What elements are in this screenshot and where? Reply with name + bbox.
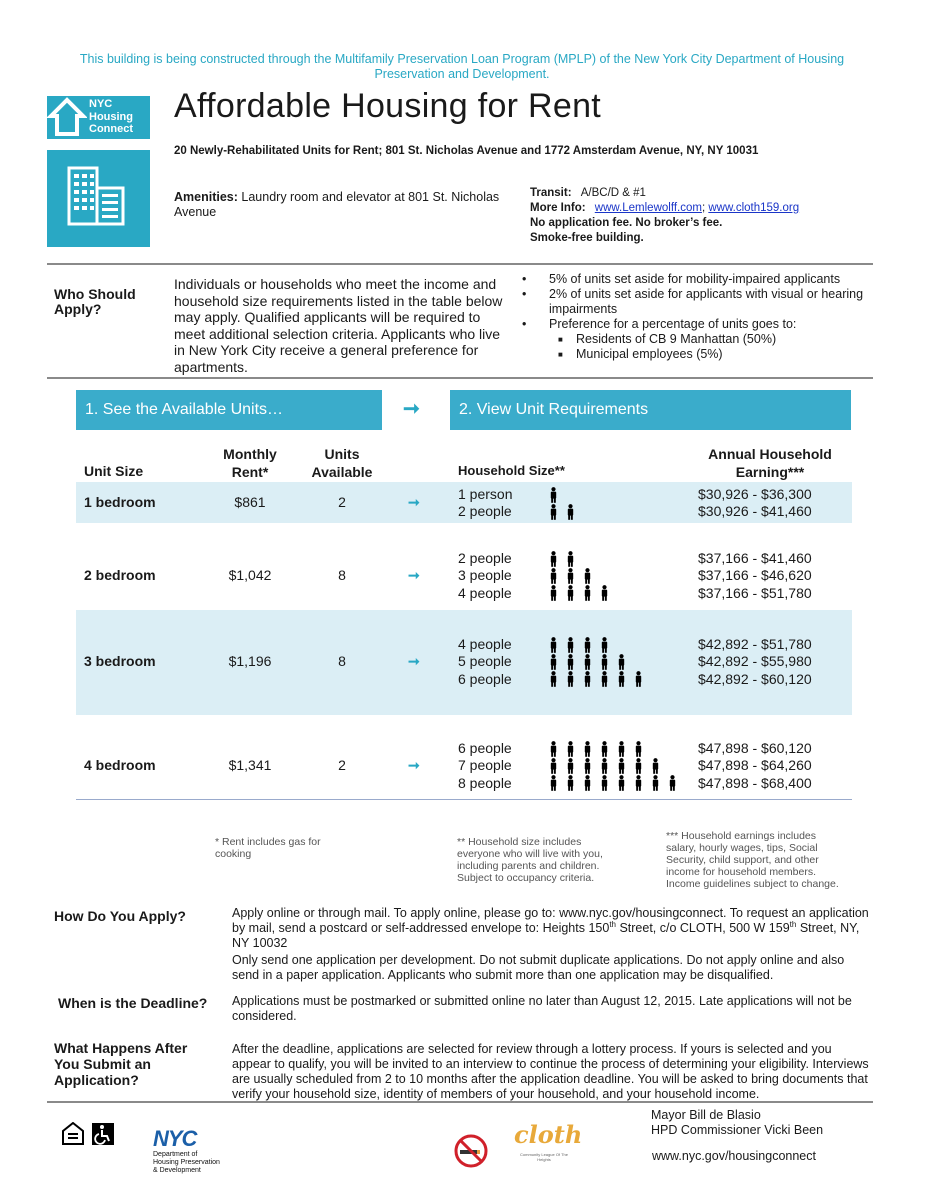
more-info: [530, 201, 860, 216]
who-should-apply-text: Individuals or households who meet the income and household size requirements listed in the table below may apply. Qualified applicants will be required to meet additional selection criteria. Applicants who live in New York City receive a general preference for apartments.: [174, 276, 503, 375]
after-submit-text: After the deadline, applications are selected for review through a lottery process. If yours is selected and you appear to qualify, you will be invited to an interview to continue the process of determining your eligibility. Interviews are usually scheduled from 2 to 10 months after the application deadline. You will be asked to bring documents that verify your household size, identity of members of your household, and your household income.: [232, 1042, 869, 1101]
monthly-rent-cell: $1,042: [228, 566, 272, 583]
logo-line2: Housing: [89, 110, 133, 123]
household-size: 7 people: [458, 757, 512, 774]
household-size: 4 people: [458, 584, 512, 601]
row-arrow-icon: ➞: [408, 494, 420, 511]
page-subtitle: 20 Newly-Rehabilitated Units for Rent; 801 St. Nicholas Avenue and 1772 Amsterdam Avenue, NY, NY 10031: [174, 145, 759, 157]
amenities-label: Amenities:: [174, 190, 238, 204]
transit: [530, 186, 860, 201]
household-size: 2 people: [458, 550, 512, 566]
units-available-cell: 8: [338, 566, 346, 583]
hpd-nyc-wordmark: NYC: [153, 1126, 197, 1151]
bullet-item: • 2% of units set aside for applicants with visual or hearing impairments: [522, 287, 864, 316]
household-size: 1 person: [458, 486, 513, 502]
lemlewolff-link[interactable]: www.Lemlewolff.com: [594, 202, 702, 214]
who-label-line1: Who Should: [54, 286, 136, 302]
annual-earning-cell: [698, 740, 812, 792]
step2-header: 2. View Unit Requirements: [450, 390, 851, 430]
after-submit-label: What Happens After You Submit an Application?: [54, 1040, 188, 1088]
building-icon-box: [47, 150, 150, 247]
person-icons: [550, 757, 686, 774]
page-title: Affordable Housing for Rent: [174, 87, 602, 125]
divider: [47, 1101, 873, 1103]
who-should-apply-bullets: [520, 272, 865, 362]
unit-size-cell: 2 bedroom: [84, 566, 156, 583]
household-people-icons: [550, 740, 686, 792]
smoke-free: Smoke-free building.: [530, 232, 644, 244]
how-to-apply-text: Apply online or through mail. To apply online, please go to: www.nyc.gov/housingconnect. To request an application by mail, send a postcard or self-addressed envelope to: Heights 150th Street, c/o CLOTH, 500 W 159th Street, NY, NY 10032 Only send one application per development. Do not submit duplicate applications. Do not apply online and also send in a paper application. Applicants who submit more than one application may be disqualified.: [232, 906, 869, 982]
monthly-rent-cell: $1,341: [228, 756, 272, 773]
units-available-cell: 2: [338, 494, 346, 511]
earning-range: $47,898 - $68,400: [698, 774, 812, 791]
person-icons: [550, 636, 652, 653]
unit-size-cell: 3 bedroom: [84, 652, 156, 669]
cloth-tagline: Community League Of The Heights: [520, 1152, 568, 1162]
earning-range: $37,166 - $41,460: [698, 550, 812, 566]
household-size-cell: [458, 550, 512, 602]
logo-line1: NYC: [89, 98, 113, 110]
earning-range: $47,898 - $64,260: [698, 757, 812, 774]
earning-range: $37,166 - $46,620: [698, 567, 812, 584]
equal-housing-icon: [62, 1122, 84, 1146]
cloth-logo: [514, 1120, 583, 1162]
household-people-icons: [550, 636, 652, 688]
amenities-text: Laundry room and elevator at 801 St. Nicholas Avenue: [174, 190, 500, 219]
no-fee: No application fee. No broker’s fee.: [530, 217, 723, 229]
more-info-label: More Info:: [530, 202, 586, 214]
earning-range: $42,892 - $55,980: [698, 653, 812, 670]
household-size: 6 people: [458, 740, 512, 756]
household-size: 2 people: [458, 503, 512, 520]
household-size: 6 people: [458, 670, 512, 687]
housingconnect-link[interactable]: www.nyc.gov/housingconnect: [652, 1149, 816, 1163]
person-icons: [550, 486, 584, 503]
divider: [47, 263, 873, 265]
annual-earning-cell: [698, 486, 812, 521]
sub-bullet-item: ■ Residents of CB 9 Manhattan (50%): [558, 332, 777, 346]
earning-range: $30,926 - $36,300: [698, 486, 812, 502]
info-block: [530, 186, 860, 246]
row-arrow-icon: ➞: [408, 756, 420, 773]
who-should-apply-label: [54, 287, 136, 317]
earning-range: $30,926 - $41,460: [698, 503, 812, 520]
person-icons: [550, 585, 618, 602]
accessibility-icon: [92, 1123, 114, 1145]
transit-text: A/BC/D & #1: [580, 187, 646, 199]
unit-size-cell: 1 bedroom: [84, 494, 156, 511]
person-icons: [550, 671, 652, 688]
person-icons: [550, 567, 618, 584]
household-size-cell: [458, 486, 512, 521]
row-arrow-icon: ➞: [408, 652, 420, 669]
household-people-icons: [550, 486, 584, 521]
earning-range: $37,166 - $51,780: [698, 584, 812, 601]
step-arrow: ➞: [403, 398, 420, 420]
annual-earning-cell: [698, 550, 812, 602]
logo-line3: Connect: [89, 123, 133, 135]
housing-connect-logo: [47, 96, 150, 139]
person-icons: [550, 550, 618, 567]
footnote-rent: * Rent includes gas for cooking: [215, 836, 321, 860]
bullet-item: • Preference for a percentage of units goes to:: [522, 317, 797, 331]
house-icon: [47, 96, 87, 139]
top-notice: This building is being constructed through the Multifamily Preservation Loan Program (MPLP) of the New York City Department of Housing Preservation and Development.: [79, 52, 845, 81]
earning-range: $42,892 - $51,780: [698, 636, 812, 652]
unit-size-cell: 4 bedroom: [84, 756, 156, 773]
divider: [47, 377, 873, 379]
household-size: 4 people: [458, 636, 512, 652]
units-available-cell: 8: [338, 652, 346, 669]
step1-header: 1. See the Available Units…: [76, 390, 382, 430]
hpd-logo: NYC Department of Housing Preservation & Development: [153, 1126, 220, 1174]
household-size: 5 people: [458, 653, 512, 670]
col-household-size: Household Size**: [458, 463, 565, 478]
person-icons: [550, 503, 584, 520]
annual-earning-cell: [698, 636, 812, 688]
commissioner: HPD Commissioner Vicki Been: [651, 1123, 824, 1137]
household-size: 3 people: [458, 567, 512, 584]
cloth-link[interactable]: www.cloth159.org: [708, 202, 800, 214]
how-to-apply-label: How Do You Apply?: [54, 908, 186, 924]
col-unit-size: Unit Size: [84, 463, 144, 479]
table-bottom-rule: [76, 799, 852, 800]
deadline-text: Applications must be postmarked or submitted online no later than August 12, 2015. Late applications will not be considered.: [232, 994, 852, 1023]
person-icons: [550, 740, 686, 757]
household-size-cell: [458, 636, 512, 688]
household-size-cell: [458, 740, 512, 792]
officials: [651, 1108, 823, 1138]
footnote-household: ** Household size includes everyone who will live with you, including parents and children. Subject to occupancy criteria.: [457, 836, 603, 884]
earning-range: $42,892 - $60,120: [698, 670, 812, 687]
monthly-rent-cell: $861: [234, 494, 266, 511]
cloth-wordmark: cloth: [514, 1120, 583, 1149]
row-arrow-icon: ➞: [408, 566, 420, 583]
footnote-earnings: *** Household earnings includes salary, hourly wages, tips, Social Security, child support, and other income for household members. Income guidelines subject to change.: [666, 830, 839, 890]
col-units-available: Units Available: [311, 446, 373, 480]
monthly-rent-cell: $1,196: [228, 652, 272, 669]
deadline-label: When is the Deadline?: [58, 995, 208, 1011]
col-monthly-rent: Monthly Rent*: [223, 446, 277, 480]
mayor: Mayor Bill de Blasio: [651, 1108, 761, 1122]
bullet-item: • 5% of units set aside for mobility-impaired applicants: [522, 272, 841, 286]
sub-bullet-item: ■ Municipal employees (5%): [558, 347, 723, 361]
household-size: 8 people: [458, 774, 512, 791]
building-icon: [47, 150, 150, 247]
who-label-line2: Apply?: [54, 301, 102, 317]
household-people-icons: [550, 550, 618, 602]
no-smoking-icon: [453, 1133, 489, 1169]
person-icons: [550, 775, 686, 792]
amenities: [174, 190, 514, 220]
transit-label: Transit:: [530, 187, 572, 199]
person-icons: [550, 653, 652, 670]
earning-range: $47,898 - $60,120: [698, 740, 812, 756]
link-separator: ;: [701, 202, 706, 214]
col-annual-earning: Annual Household Earning***: [708, 446, 832, 480]
units-available-cell: 2: [338, 756, 346, 773]
